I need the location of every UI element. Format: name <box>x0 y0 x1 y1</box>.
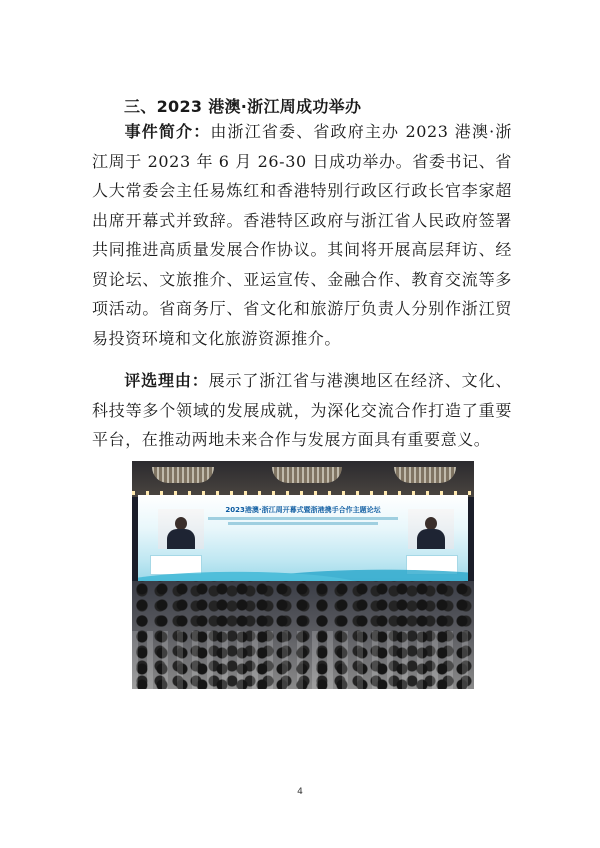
selection-reason-text: 展示了浙江省与港澳地区在经济、文化、科技等多个领域的发展成就，为深化交流合作打造了重要平台，在推动两地未来合作与发展方面具有重要意义。 <box>92 371 512 449</box>
speaker-body <box>417 529 445 549</box>
event-summary-label: 事件简介： <box>124 122 211 141</box>
page-number: 4 <box>297 787 303 797</box>
stage-screen <box>138 495 468 589</box>
chandelier <box>272 467 342 483</box>
section-heading: 三、2023 港澳·浙江周成功举办 <box>124 97 362 116</box>
speaker-video-right <box>408 509 454 549</box>
chandelier <box>152 467 214 483</box>
event-summary-paragraph <box>92 117 512 353</box>
event-summary-text: 由浙江省委、省政府主办 2023 港澳·浙江周于 2023 年 6 月 26-30 日成功举办。省委书记、省人大常委会主任易炼红和香港特别行政区行政长官李家超出席开幕式并致辞。香港特区政府与浙江省人民政府签署共同推进高质量发展合作协议。其间将开展高层拜访、经贸论坛、文旅推介、亚运宣传、金融合作、教育交流等多项活动。省商务厅、省文化和旅游厅负责人分别作浙江贸易投资环境和文化旅游资源推介。 <box>92 122 512 348</box>
selection-reason-paragraph <box>92 366 512 455</box>
screen-subtitle-line <box>228 522 378 525</box>
conference-photo <box>132 461 474 689</box>
selection-reason-label: 评选理由： <box>124 371 209 390</box>
chandelier <box>394 467 456 483</box>
speaker-video-left <box>158 509 204 549</box>
speaker-body <box>167 529 195 549</box>
photo-ceiling <box>132 461 474 497</box>
screen-title: 2023港澳·浙江周开幕式暨浙港携手合作主题论坛 <box>225 506 381 514</box>
screen-subtitle-line <box>208 517 398 520</box>
audience-front-rows <box>132 631 474 689</box>
